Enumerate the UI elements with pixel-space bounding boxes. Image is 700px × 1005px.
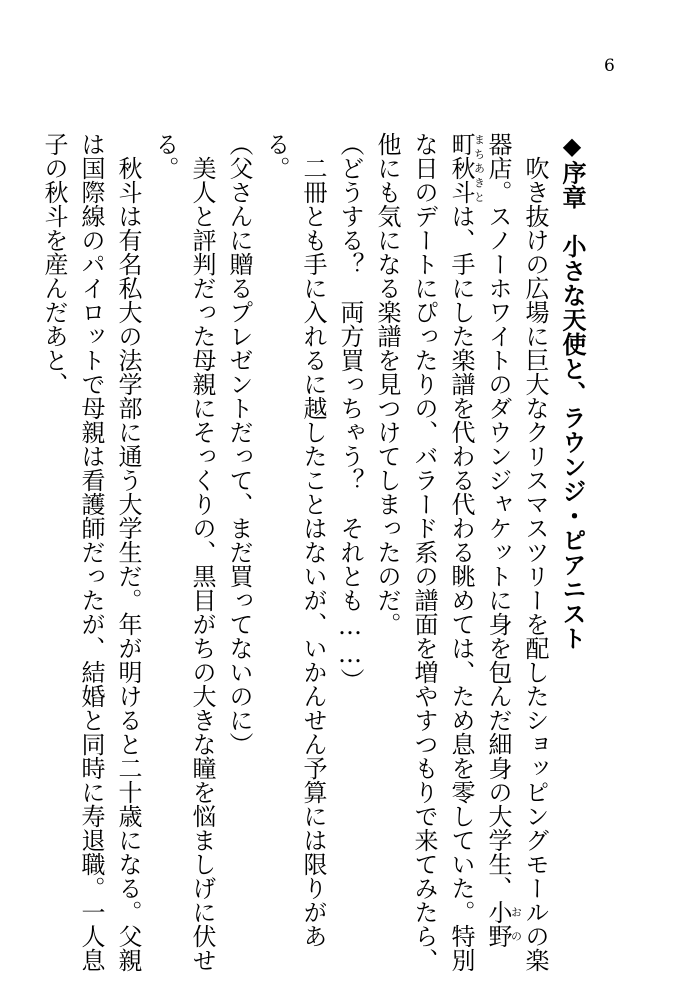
paragraph-3: 二冊とも手に入れるに越したことはないが、いかんせん予算には限りがある。 xyxy=(262,132,327,948)
paragraph-4-thought: （父さんに贈るプレゼントだって、まだ買ってないのに） xyxy=(225,132,253,756)
ruby-text-2: まちあきと xyxy=(472,132,486,204)
chapter-title: ◆序章 小さな天使と、ラウンジ・ピアニスト xyxy=(558,132,586,651)
ruby-base-2: 町秋斗 xyxy=(447,132,475,204)
paragraph-1 xyxy=(368,132,553,972)
name-ruby-1 xyxy=(484,900,523,948)
paragraph-1-after: は、手にした楽譜を代わる代わる眺めては、ため息を零していた。特別な日のデートにぴったりの、バラード系の譜面を増やすつもりで来てみたら、他にも気になる楽譜を見つけてしまったのだ。 xyxy=(373,132,475,972)
paragraph-6: 秋斗は有名私大の法学部に通う大学生だ。年が明けると二十歳になる。父親は国際線のパイロットで母親は看護師だったが、結婚と同時に寿退職。一人息子の秋斗を産んだあと、 xyxy=(40,132,142,972)
ruby-text-1: おの xyxy=(509,900,523,948)
name-ruby-2 xyxy=(447,132,486,204)
ruby-base-1: 小野 xyxy=(484,900,512,948)
page-number: 6 xyxy=(604,56,615,76)
paragraph-5: 美人と評判だった母親にそっくりの、黒目がちの大きな瞳を悩ましげに伏せる。 xyxy=(151,132,216,972)
paragraph-2-thought: （どうする？ 両方買っちゃう？ それとも……） xyxy=(336,132,364,692)
paragraph-1-before: 吹き抜けの広場に巨大なクリスマスツリーを配したショッピングモールの楽器店。スノーホワイトのダウンジャケットに身を包んだ細身の大学生、 xyxy=(484,132,549,972)
vertical-text-body xyxy=(35,132,590,972)
